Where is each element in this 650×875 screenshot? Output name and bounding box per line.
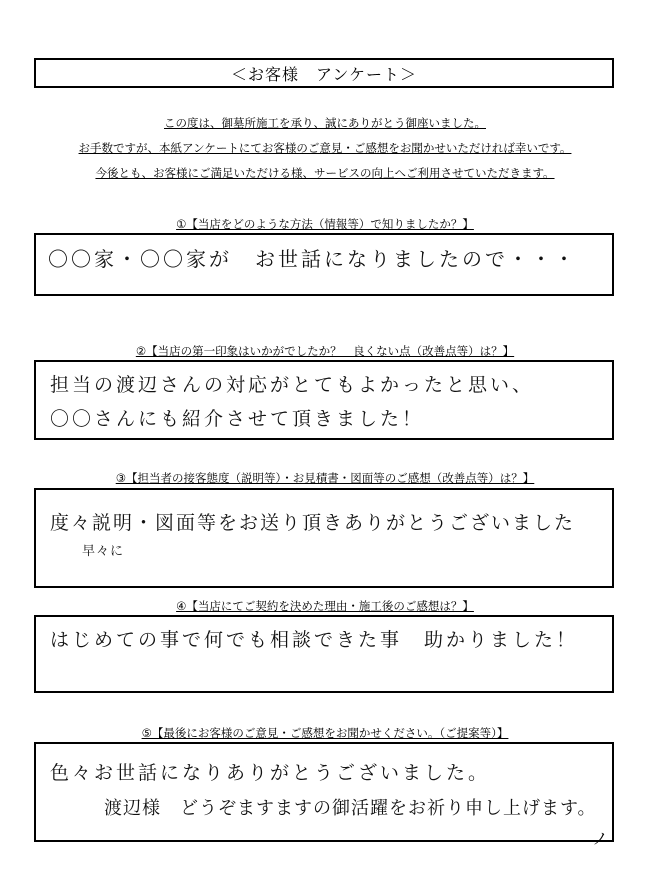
answer-4-box[interactable]: [34, 615, 614, 693]
answer-1-box[interactable]: [34, 233, 614, 296]
answer-5-line-2: 渡辺様 どうぞますますの御活躍をお祈り申し上げます。: [104, 798, 597, 819]
intro-text: [0, 111, 650, 186]
question-4-label: ④【当店にてご契約を決めた理由・施工後のご感想は？】: [176, 599, 474, 613]
answer-1-line-1: 〇〇家・〇〇家が お世話になりましたので・・・: [48, 247, 577, 271]
answer-2-line-2: 〇〇さんにも紹介させて頂きました！: [50, 408, 425, 430]
answer-3-insertion: 早々に: [82, 544, 125, 559]
answer-4-line-1: はじめての事で何でも相談できた事 助かりました！: [50, 629, 579, 651]
answer-3-line-1: 度々説明・図面等をお送り頂きありがとうございました: [50, 512, 576, 534]
answer-5-line-1: 色々お世話になりありがとうございました。: [50, 762, 491, 784]
answer-3-box[interactable]: [34, 488, 614, 588]
question-2-label: ②【当店の第一印象はいかがでしたか？ 良くない点（改善点等）は？】: [135, 344, 515, 358]
intro-line-1: この度は、御墓所施工を承り、誠にありがとう御座いました。: [164, 116, 486, 130]
answer-5-box[interactable]: [34, 742, 614, 842]
survey-title: ＜お客様 アンケート＞: [230, 64, 418, 84]
survey-title-box: [34, 58, 614, 88]
question-1-label: ①【当店をどのような方法（情報等）で知りましたか？】: [176, 217, 474, 231]
answer-2-line-1: 担当の渡辺さんの対応がとてもよかったと思い、: [50, 374, 535, 396]
question-3-label: ③【担当者の接客態度（説明等）・お見積書・図面等のご感想（改善点等）は？】: [115, 471, 535, 485]
question-5-label: ⑤【最後にお客様のご意見・ご感想をお聞かせください。（ご提案等）】: [141, 726, 509, 740]
answer-2-box[interactable]: [34, 360, 614, 440]
intro-line-3: 今後とも、お客様にご満足いただける様、サービスの向上へご利用させていただきます。: [95, 166, 555, 180]
pen-stroke-mark: ノ: [592, 829, 609, 848]
intro-line-2: お手数ですが、本紙アンケートにてお客様のご意見・ご感想をお聞かせいただければ幸いです。: [78, 141, 572, 155]
